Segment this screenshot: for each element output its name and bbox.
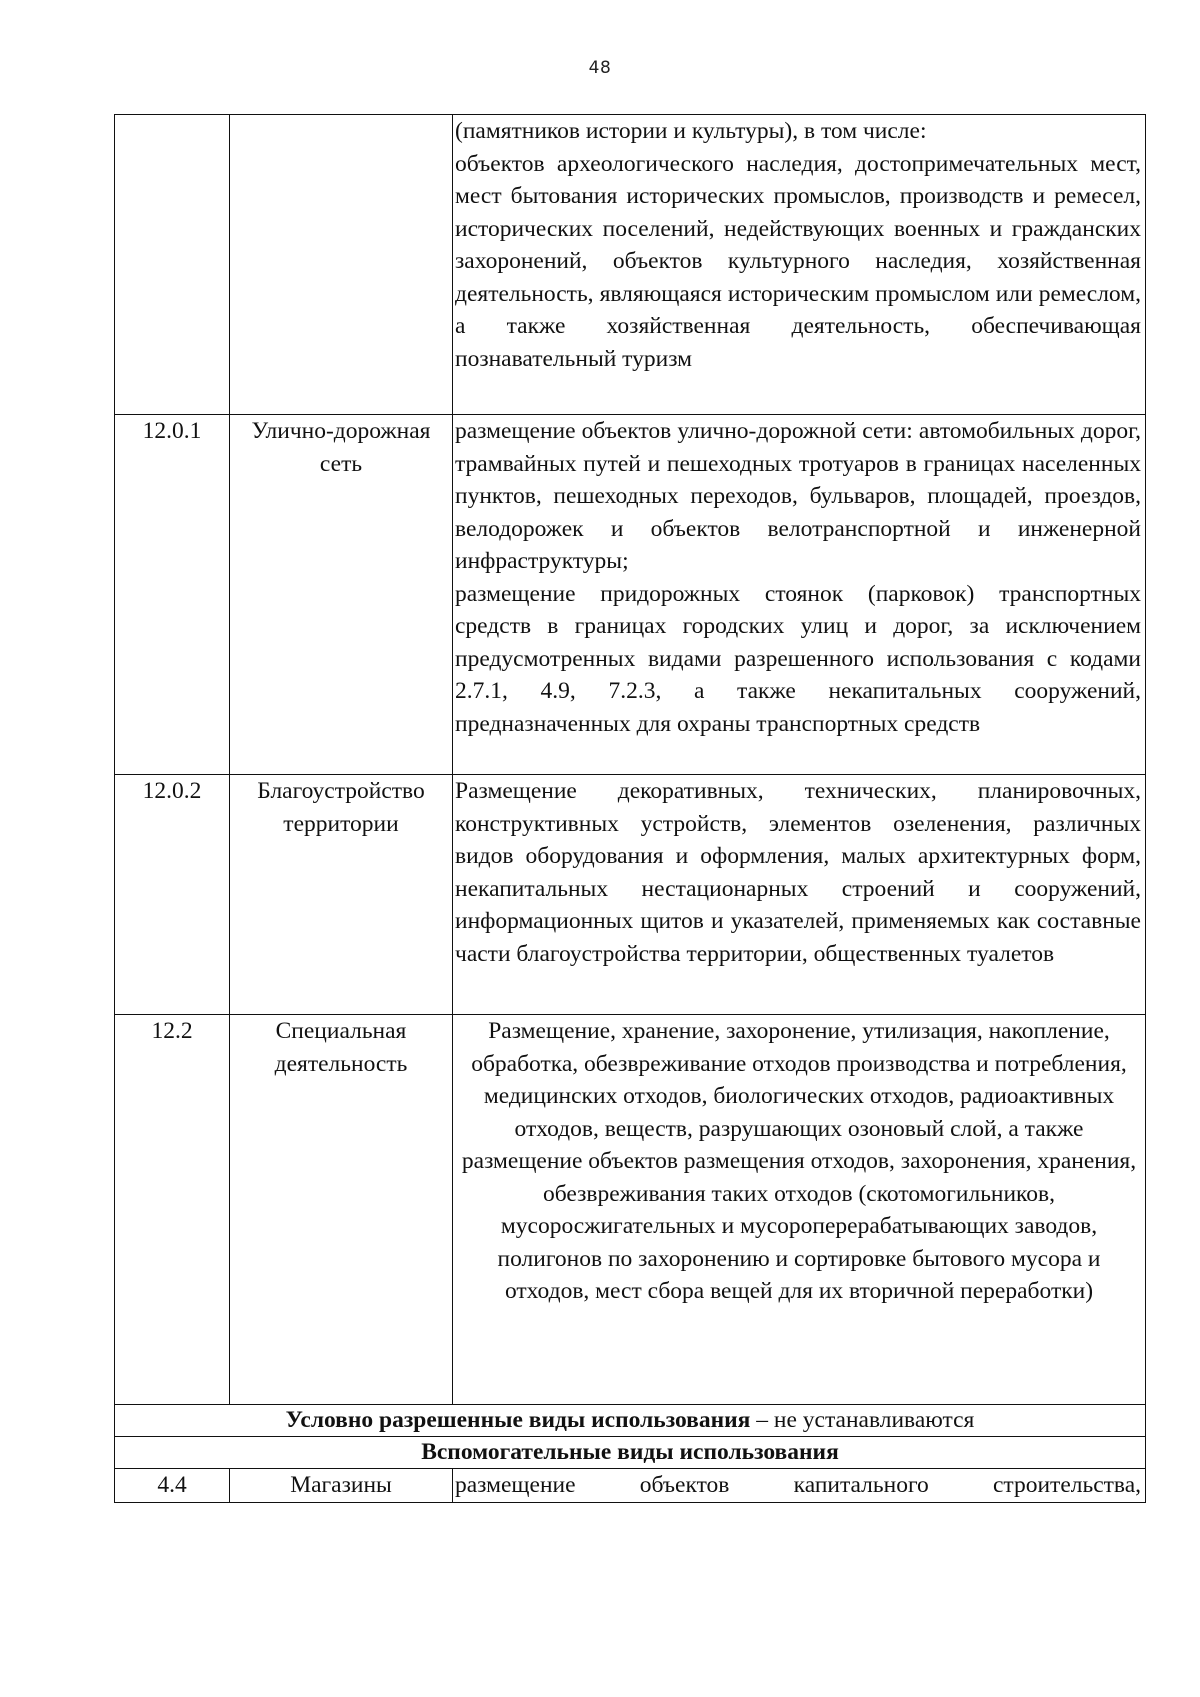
row-code-cell: 12.2 (115, 1015, 230, 1405)
land-use-table (114, 114, 1146, 1503)
description-paragraph: (памятников истории и культуры), в том числе: (455, 118, 927, 144)
row-code-cell (115, 115, 230, 415)
conditional-uses-status: – не устанавливаются (750, 1407, 975, 1433)
row-code-cell: 12.0.1 (115, 415, 230, 775)
description-paragraph: объектов археологического наследия, достопримечательных мест, мест бытования исторических промыслов, производств и ремесел, исторических поселений, недействующих военных и гражданских захоронений, объектов культурного наследия, хозяйственная деятельность, являющаяся историческим промыслом или ремеслом, а также хозяйственная деятельность, обеспечивающая познавательный туризм (455, 150, 1141, 372)
conditional-uses-heading (115, 1405, 1146, 1437)
row-description-cell (453, 775, 1146, 1015)
table-row (115, 775, 1146, 1015)
table-row (115, 1469, 1146, 1503)
table-row (115, 115, 1146, 415)
section-row (115, 1405, 1146, 1437)
section-row (115, 1437, 1146, 1469)
row-name-cell: Улично-дорожная сеть (230, 415, 453, 775)
row-description-cell: размещение объектов капитального строительства, (453, 1469, 1146, 1503)
table-row (115, 1015, 1146, 1405)
row-name-cell: Благоустройство территории (230, 775, 453, 1015)
table-row (115, 415, 1146, 775)
row-code-cell: 12.0.2 (115, 775, 230, 1015)
page-number: 48 (588, 58, 612, 78)
row-name-cell: Специальная деятельность (230, 1015, 453, 1405)
row-description-cell (453, 1015, 1146, 1405)
row-code-cell: 4.4 (115, 1469, 230, 1503)
description-paragraph: Размещение декоративных, технических, планировочных, конструктивных устройств, элементов озеленения, различных видов оборудования и оформления, малых архитектурных форм, некапитальных нестационарных строений и сооружений, информационных щитов и указателей, применяемых как составные части благоустройства территории, общественных туалетов (455, 778, 1141, 967)
conditional-uses-title: Условно разрешенные виды использования (285, 1407, 751, 1433)
row-name-cell: Магазины (230, 1469, 453, 1503)
description-paragraph: Размещение, хранение, захоронение, утилизация, накопление, обработка, обезвреживание отходов производства и потребления, медицинских отходов, биологических отходов, радиоактивных отходов, веществ, разрушающих озоновый слой, а также размещение объектов размещения отходов, захоронения, хранения, обезвреживания таких отходов (скотомогильников, мусоросжигательных и мусороперерабатывающих заводов, полигонов по захоронению и сортировке бытового мусора и отходов, мест сбора вещей для их вторичной переработки) (461, 1018, 1137, 1304)
row-description-cell (453, 415, 1146, 775)
row-description-cell (453, 115, 1146, 415)
description-paragraph: размещение придорожных стоянок (парковок) транспортных средств в границах городских улиц и дорог, за исключением предусмотренных видами разрешенного использования с кодами 2.7.1, 4.9, 7.2.3, а также некапитальных сооружений, предназначенных для охраны транспортных средств (455, 580, 1141, 737)
auxiliary-uses-title: Вспомогательные виды использования (421, 1439, 839, 1465)
description-paragraph: размещение объектов улично-дорожной сети: автомобильных дорог, трамвайных путей и пешеходных тротуаров в границах населенных пунктов, пешеходных переходов, бульваров, площадей, проездов, велодорожек и объектов велотранспортной и инженерной инфраструктуры; (455, 418, 1141, 574)
row-name-cell (230, 115, 453, 415)
auxiliary-uses-heading (115, 1437, 1146, 1469)
